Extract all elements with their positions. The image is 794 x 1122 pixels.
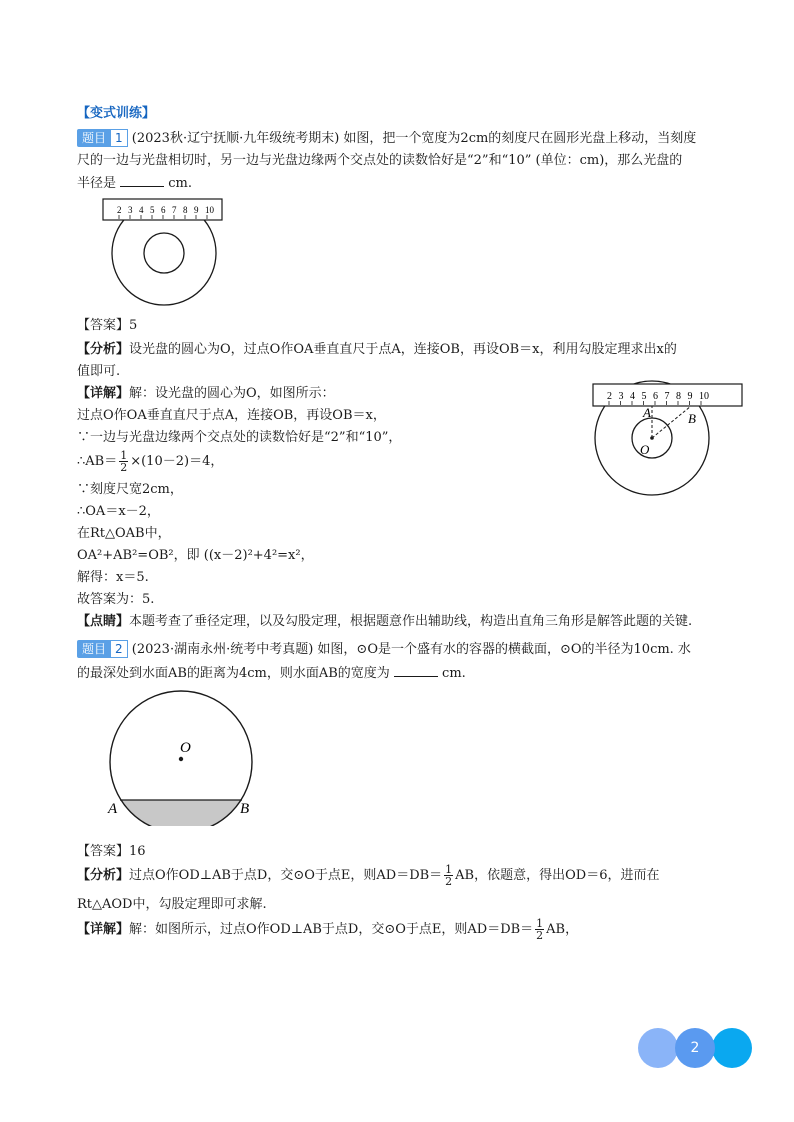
q2-analysis-head: 【分析】 — [77, 868, 130, 883]
q1-detail-line6: ∴OA＝x－2， — [77, 504, 160, 519]
label-b: B — [688, 411, 696, 426]
q2-analysis-text-a: 过点O作OD⊥AB于点D，交⊙O于点E，则AD＝DB＝ — [129, 868, 443, 883]
q1-detail-text: 解：设光盘的圆心为O，如图所示： — [129, 386, 335, 401]
label-a: A — [108, 801, 118, 817]
q1-detail-head: 【详解】 — [77, 386, 130, 401]
question-2-line1 — [77, 640, 691, 660]
ruler-tick-label: 9 — [194, 205, 199, 215]
figure-disc-ruler — [100, 196, 230, 306]
question-1-line1 — [77, 129, 696, 149]
ruler-tick-label: 8 — [676, 391, 681, 402]
fraction-denominator: 2 — [120, 461, 128, 474]
ruler-tick-label: 2 — [117, 205, 122, 215]
ruler-tick-label: 2 — [607, 391, 612, 402]
q1-analysis-text: 设光盘的圆心为O，过点O作OA垂直直尺于点A，连接OB，再设OB＝x，利用勾股定理求出x的 — [129, 342, 677, 357]
ruler-tick-label: 8 — [183, 205, 188, 215]
label-o: O — [640, 442, 650, 457]
answer-blank — [394, 663, 438, 677]
ruler-tick-label: 7 — [172, 205, 177, 215]
q1-analysis-line2: 值即可. — [77, 364, 121, 379]
question-1-line3 — [77, 173, 192, 194]
q1-detail-line7: 在Rt△OAB中， — [77, 526, 171, 541]
disc-inner-circle — [144, 233, 184, 273]
question-2-unit: cm. — [442, 666, 466, 681]
fraction-denominator: 2 — [536, 929, 544, 942]
ruler-tick-label: 5 — [641, 391, 647, 402]
q2-analysis-line2: Rt△AOD中，勾股定理即可求解. — [77, 897, 267, 912]
figure-solution-diagram — [590, 380, 745, 498]
fraction-half — [535, 918, 544, 941]
q1-detail-line4-a: ∴AB＝ — [77, 454, 118, 469]
fraction-denominator: 2 — [445, 875, 453, 888]
label-a: A — [643, 405, 651, 420]
q1-detail-line1 — [77, 384, 335, 404]
question-tag-number: 1 — [111, 129, 128, 147]
label-b: B — [240, 801, 250, 817]
center-point — [650, 436, 654, 440]
ruler-tick-label: 3 — [618, 391, 624, 402]
page-number: 2 — [675, 1028, 715, 1068]
ruler-tick-label: 10 — [205, 205, 214, 215]
q2-detail-line1 — [77, 916, 578, 944]
q1-detail-line10: 故答案为：5. — [77, 592, 155, 607]
fraction-numerator: 1 — [120, 449, 128, 462]
q1-point-line — [77, 612, 692, 632]
q1-detail-line5: ∵刻度尺宽2cm， — [77, 482, 183, 497]
ruler-tick-label: 5 — [150, 205, 155, 215]
q1-detail-line4-b: ×(10－2)＝4， — [130, 454, 224, 469]
question-1-text-3: 半径是 — [77, 176, 121, 191]
ruler-tick-label: 4 — [139, 205, 144, 215]
question-tag-label: 题目 — [77, 640, 111, 658]
ruler-tick-label: 7 — [664, 391, 670, 402]
ruler-tick-label: 4 — [630, 391, 635, 402]
page-dot-left — [638, 1028, 678, 1068]
q1-detail-line9: 解得：x＝5. — [77, 570, 149, 585]
question-1-text-2: 尺的一边与光盘相切时，另一边与光盘边缘两个交点处的读数恰好是“2”和“10” (单位：cm)，那么光盘的 — [77, 153, 683, 168]
question-1-text-1: (2023秋·辽宁抚顺·九年级统考期末) 如图，把一个宽度为2cm的刻度尺在圆形光盘上移动，当刻度 — [131, 131, 697, 146]
q1-detail-line8: OA²+AB²=OB²，即 ((x－2)²+4²=x²， — [77, 548, 314, 563]
question-tag-label: 题目 — [77, 129, 111, 147]
q1-answer: 【答案】5 — [77, 318, 138, 333]
figure-water-container — [100, 686, 270, 826]
ruler-tick-label: 10 — [699, 391, 709, 402]
question-tag-number: 2 — [111, 640, 128, 658]
q2-analysis-line1 — [77, 862, 659, 890]
q1-analysis-head: 【分析】 — [77, 342, 130, 357]
section-title: 【变式训练】 — [77, 106, 156, 121]
ruler-tick-label: 6 — [653, 391, 658, 402]
q2-detail-head: 【详解】 — [77, 922, 130, 937]
ruler-tick-label: 9 — [687, 391, 693, 402]
question-2-text-2: 的最深处到水面AB的距离为4cm，则水面AB的宽度为 — [77, 666, 394, 681]
q1-detail-line2: 过点O作OA垂直直尺于点A，连接OB，再设OB＝x， — [77, 408, 386, 423]
q1-point-text: 本题考查了垂径定理，以及勾股定理，根据题意作出辅助线，构造出直角三角形是解答此题的关键. — [129, 614, 693, 629]
fraction-numerator: 1 — [536, 917, 544, 930]
q2-detail-text-a: 解：如图所示，过点O作OD⊥AB于点D，交⊙O于点E，则AD＝DB＝ — [129, 922, 534, 937]
answer-blank — [120, 173, 164, 187]
label-o: O — [180, 740, 191, 756]
q1-detail-line3: ∵一边与光盘边缘两个交点处的读数恰好是“2”和“10”， — [77, 430, 402, 445]
ruler-tick-label: 3 — [128, 205, 133, 215]
question-1-unit: cm. — [168, 176, 193, 191]
question-2-text-1: (2023·湖南永州·统考中考真题) 如图，⊙O是一个盛有水的容器的横截面，⊙O的半径为10cm. 水 — [131, 642, 691, 657]
question-2-line2 — [77, 663, 466, 684]
fraction-numerator: 1 — [445, 863, 453, 876]
q2-analysis-text-b: AB，依题意，得出OD＝6，进而在 — [455, 868, 660, 883]
q2-detail-text-b: AB， — [546, 922, 579, 937]
q1-point-head: 【点睛】 — [77, 614, 130, 629]
page-dot-right — [712, 1028, 752, 1068]
ruler-tick-label: 6 — [161, 205, 166, 215]
fraction-half — [444, 864, 453, 887]
fraction-half — [119, 450, 128, 473]
center-point-o — [179, 757, 183, 761]
q2-answer: 【答案】16 — [77, 844, 146, 859]
q1-analysis-line1 — [77, 340, 677, 360]
q1-detail-line4 — [77, 448, 223, 476]
